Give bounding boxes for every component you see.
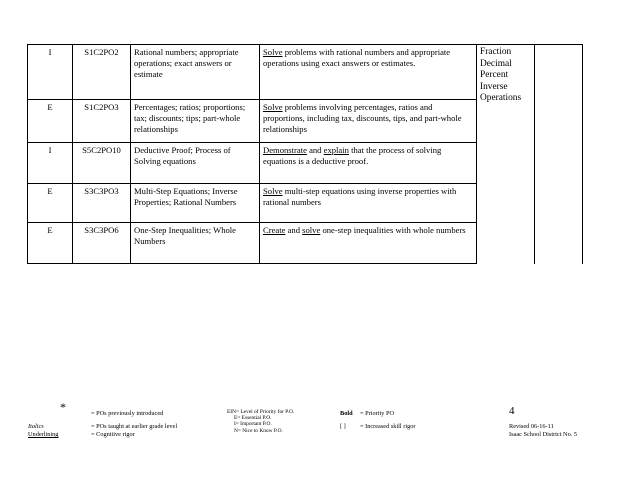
vocabulary-cell — [477, 45, 535, 264]
priority-level: E — [28, 223, 73, 264]
vocab-item: Percent — [480, 70, 509, 81]
objective — [260, 100, 477, 143]
legend-priority-levels — [227, 409, 294, 434]
ein-title: EIN= Level of Priority for P.O. — [227, 409, 295, 415]
priority-level: I — [28, 45, 73, 100]
ein-essential: E= Essential P.O. — [234, 415, 272, 422]
po-code: S5C2PO10 — [73, 143, 131, 184]
objective-conjunction: and — [306, 145, 324, 155]
star-symbol: * — [60, 400, 66, 414]
legend-star-desc: = POs previously introduced — [91, 410, 164, 417]
objective — [260, 184, 477, 223]
objective — [260, 143, 477, 184]
objective-verb: Demonstrate — [263, 145, 307, 155]
curriculum-table — [27, 44, 583, 264]
page-number: 4 — [509, 405, 515, 417]
objective — [260, 223, 477, 264]
legend-bold-desc: = Priority PO — [360, 410, 394, 417]
legend-brackets-label: [ ] — [340, 423, 346, 430]
objective-verb: Solve — [263, 47, 283, 57]
priority-level: E — [28, 184, 73, 223]
objective-conjunction: and — [285, 225, 303, 235]
objective-text: problems with rational numbers and appropriate operations using exact answers or estimates. — [263, 47, 451, 68]
objective-text: one-step inequalities with whole numbers — [320, 225, 466, 235]
objective-verb: Solve — [263, 186, 283, 196]
po-code: S1C2PO3 — [73, 100, 131, 143]
legend-italics-label: Italics — [28, 423, 44, 430]
priority-level: E — [28, 100, 73, 143]
po-code: S3C3PO6 — [73, 223, 131, 264]
objective-verb: explain — [323, 145, 349, 155]
vocab-item: Fraction — [480, 47, 512, 57]
concept: Deductive Proof; Process of Solving equations — [131, 143, 260, 184]
district-name: Isaac School District No. 5 — [509, 431, 578, 438]
legend-underlining-label: Underlining — [28, 431, 59, 438]
priority-level: I — [28, 143, 73, 184]
vocab-item: Inverse — [480, 81, 508, 92]
objective-verb: Solve — [263, 102, 283, 112]
ein-nice: N= Nice to Know P.O. — [234, 427, 283, 434]
vocab-item: Operations — [480, 93, 522, 104]
objective-verb: solve — [302, 225, 321, 235]
objective-text: multi-step equations using inverse properties with rational numbers — [263, 186, 457, 207]
legend-italics-desc: = POs taught at earlier grade level — [91, 423, 178, 430]
objective-text: problems involving percentages, ratios and proportions, including tax, discounts, tips, and part-whole relationships — [263, 102, 462, 134]
table-row — [28, 45, 583, 100]
concept: Multi-Step Equations; Inverse Properties; Rational Numbers — [131, 184, 260, 223]
concept: Rational numbers; appropriate operations; exact answers or estimate — [131, 45, 260, 100]
resources-cell — [535, 45, 583, 264]
po-code: S1C2PO2 — [73, 45, 131, 100]
concept: One-Step Inequalities; Whole Numbers — [131, 223, 260, 264]
objective-text: that the process of solving equations is a deductive proof. — [263, 145, 442, 166]
po-code: S3C3PO3 — [73, 184, 131, 223]
objective — [260, 45, 477, 100]
legend-bold-label: Bold — [340, 410, 353, 417]
vocab-item: Decimal — [480, 58, 512, 69]
concept: Percentages; ratios; proportions; tax; discounts; tips; part-whole relationships — [131, 100, 260, 143]
objective-verb: Create — [263, 225, 286, 235]
legend-brackets-desc: = Increased skill rigor — [360, 423, 416, 430]
revised-date: Revised 06-16-11 — [509, 423, 554, 430]
ein-important: I= Important P.O. — [234, 421, 272, 428]
legend-underlining-desc: = Cognitive rigor — [91, 431, 135, 438]
